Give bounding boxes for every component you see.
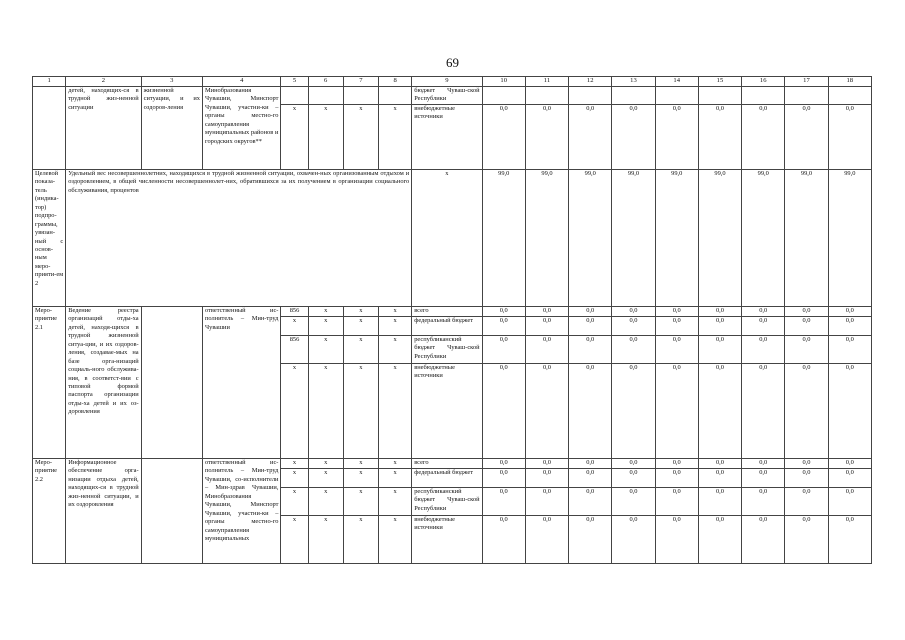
value-cell: 0,0 bbox=[569, 306, 612, 316]
col-header: 15 bbox=[698, 77, 741, 87]
col-header: 17 bbox=[785, 77, 828, 87]
value-cell: 0,0 bbox=[482, 487, 525, 515]
value-cell: 0,0 bbox=[785, 487, 828, 515]
col-header: 16 bbox=[742, 77, 785, 87]
code-cell bbox=[379, 87, 412, 105]
value-cell: 0,0 bbox=[742, 104, 785, 169]
code-cell: х bbox=[281, 487, 308, 515]
col-header: 9 bbox=[412, 77, 482, 87]
code-cell: х bbox=[379, 104, 412, 169]
value-cell: 0,0 bbox=[828, 306, 871, 316]
code-cell: х bbox=[343, 306, 378, 316]
value-cell: 0,0 bbox=[828, 335, 871, 363]
code-cell bbox=[308, 87, 343, 105]
value-cell: 0,0 bbox=[525, 458, 568, 468]
code-cell: х bbox=[281, 104, 308, 169]
value-cell: 0,0 bbox=[742, 458, 785, 468]
value-cell: 0,0 bbox=[525, 363, 568, 458]
value-cell: 0,0 bbox=[785, 104, 828, 169]
value-cell: 0,0 bbox=[828, 316, 871, 335]
value-cell: 99,0 bbox=[525, 169, 568, 306]
code-cell: 856 bbox=[281, 306, 308, 316]
code-cell: х bbox=[343, 487, 378, 515]
value-cell: 0,0 bbox=[655, 468, 698, 487]
value-cell: 0,0 bbox=[698, 487, 741, 515]
program-table bbox=[32, 76, 872, 564]
value-cell: 0,0 bbox=[655, 316, 698, 335]
code-cell: х bbox=[281, 458, 308, 468]
code-cell: х bbox=[281, 468, 308, 487]
value-cell: 0,0 bbox=[655, 487, 698, 515]
value-cell: 0,0 bbox=[742, 306, 785, 316]
code-cell: х bbox=[379, 515, 412, 563]
value-cell bbox=[785, 87, 828, 105]
value-cell: 0,0 bbox=[482, 316, 525, 335]
col-header: 11 bbox=[525, 77, 568, 87]
col-header: 18 bbox=[828, 77, 871, 87]
funding-source: внебюджетные источники bbox=[412, 104, 482, 169]
value-cell: 0,0 bbox=[612, 104, 655, 169]
col-header: 14 bbox=[655, 77, 698, 87]
goal-cell bbox=[141, 306, 202, 458]
funding-source: всего bbox=[412, 306, 482, 316]
value-cell: 0,0 bbox=[569, 104, 612, 169]
code-cell: х bbox=[343, 335, 378, 363]
code-cell: х bbox=[379, 458, 412, 468]
code-cell: х bbox=[281, 316, 308, 335]
value-cell: 0,0 bbox=[612, 335, 655, 363]
event-name: Информационное обеспечение орга-низации отдыха детей, находящих-ся в трудной жиз-ненной ситуации, и их оздоровления bbox=[66, 458, 141, 563]
event-label: Меро-приятие 2.1 bbox=[33, 306, 66, 458]
code-cell: х bbox=[308, 363, 343, 458]
code-cell: х bbox=[308, 487, 343, 515]
value-cell: 0,0 bbox=[569, 335, 612, 363]
event-name: Ведение реестра организаций отды-ха детей, находя-щихся в трудной жизненной ситуа-ции, и их оздоров-ления, создавае-мых на базе орга-низаций социаль-ного обслужива-ния, в соответст-вии с типовой формой паспорта организации отды-ха детей и их оз-доровления bbox=[66, 306, 141, 458]
value-cell bbox=[569, 87, 612, 105]
value-cell: 0,0 bbox=[525, 515, 568, 563]
value-cell: 0,0 bbox=[785, 316, 828, 335]
value-cell: 0,0 bbox=[655, 104, 698, 169]
value-cell: 0,0 bbox=[612, 487, 655, 515]
col-header: 13 bbox=[612, 77, 655, 87]
value-cell: 0,0 bbox=[655, 363, 698, 458]
value-cell: 0,0 bbox=[785, 363, 828, 458]
code-cell: х bbox=[379, 316, 412, 335]
value-cell: 0,0 bbox=[655, 515, 698, 563]
value-cell: 0,0 bbox=[828, 468, 871, 487]
value-cell bbox=[698, 87, 741, 105]
event-name: детей, находящих-ся в трудной жиз-ненной ситуации bbox=[66, 87, 141, 170]
col-header: 7 bbox=[343, 77, 378, 87]
value-cell: 0,0 bbox=[655, 335, 698, 363]
value-cell: 0,0 bbox=[785, 515, 828, 563]
value-cell: 0,0 bbox=[569, 458, 612, 468]
col-header: 4 bbox=[202, 77, 280, 87]
value-cell bbox=[525, 87, 568, 105]
page-number: 69 bbox=[446, 55, 459, 70]
code-cell: х bbox=[308, 316, 343, 335]
value-cell: 0,0 bbox=[785, 335, 828, 363]
col-header: 1 bbox=[33, 77, 66, 87]
col-header: 12 bbox=[569, 77, 612, 87]
target-label: Целевой показа-тель (индика-тор) подпро-граммы, увязан-ный с основ-ным меро-прияти-ем 2 bbox=[33, 169, 66, 306]
value-cell: 0,0 bbox=[569, 363, 612, 458]
value-cell: 0,0 bbox=[828, 487, 871, 515]
code-cell: 856 bbox=[281, 335, 308, 363]
value-cell: 0,0 bbox=[482, 458, 525, 468]
code-cell: х bbox=[343, 104, 378, 169]
value-cell: 99,0 bbox=[828, 169, 871, 306]
value-cell: 0,0 bbox=[698, 458, 741, 468]
value-cell: 0,0 bbox=[612, 363, 655, 458]
target-unit-mark: х bbox=[412, 169, 482, 306]
value-cell: 0,0 bbox=[482, 306, 525, 316]
funding-source: федеральный бюджет bbox=[412, 316, 482, 335]
code-cell: х bbox=[281, 515, 308, 563]
value-cell: 0,0 bbox=[612, 306, 655, 316]
value-cell bbox=[482, 87, 525, 105]
funding-source: республиканский бюджет Чуваш-ской Республики bbox=[412, 487, 482, 515]
value-cell: 0,0 bbox=[482, 335, 525, 363]
target-description: Удельный вес несовершеннолетних, находящихся в трудной жизненной ситуации, охвачен-ных организованным отдыхом и оздоровлением, в общей численности несовершеннолет-них, обратившихся за их получением в организации социального обслуживания, процентов bbox=[66, 169, 412, 306]
code-cell: х bbox=[379, 363, 412, 458]
value-cell: 0,0 bbox=[785, 306, 828, 316]
value-cell: 0,0 bbox=[698, 515, 741, 563]
value-cell: 0,0 bbox=[612, 316, 655, 335]
value-cell: 0,0 bbox=[482, 468, 525, 487]
value-cell: 0,0 bbox=[828, 515, 871, 563]
table-row bbox=[33, 87, 872, 105]
value-cell: 99,0 bbox=[612, 169, 655, 306]
value-cell: 0,0 bbox=[828, 104, 871, 169]
col-header: 2 bbox=[66, 77, 141, 87]
code-cell: х bbox=[343, 316, 378, 335]
value-cell: 99,0 bbox=[698, 169, 741, 306]
value-cell: 0,0 bbox=[569, 515, 612, 563]
funding-source: бюджет Чуваш-ской Республики bbox=[412, 87, 482, 105]
executor-cell: ответственный ис-полнитель – Мин-труд Чувашии, со-исполнители – Мин-здрав Чувашии, Минобразования Чувашии, Минспорт Чувашии, участни-ки – органы местно-го самоуправления муниципальных bbox=[202, 458, 280, 563]
value-cell: 0,0 bbox=[742, 487, 785, 515]
value-cell: 0,0 bbox=[698, 306, 741, 316]
value-cell: 0,0 bbox=[655, 306, 698, 316]
value-cell: 0,0 bbox=[828, 458, 871, 468]
value-cell: 99,0 bbox=[742, 169, 785, 306]
code-cell: х bbox=[281, 363, 308, 458]
value-cell: 0,0 bbox=[655, 458, 698, 468]
col-header: 8 bbox=[379, 77, 412, 87]
funding-source: всего bbox=[412, 458, 482, 468]
value-cell: 0,0 bbox=[525, 306, 568, 316]
funding-source: внебюджетные источники bbox=[412, 515, 482, 563]
code-cell: х bbox=[308, 104, 343, 169]
value-cell: 0,0 bbox=[742, 316, 785, 335]
row-label bbox=[33, 87, 66, 170]
value-cell: 0,0 bbox=[482, 104, 525, 169]
code-cell: х bbox=[308, 458, 343, 468]
code-cell bbox=[281, 87, 308, 105]
goal-cell bbox=[141, 458, 202, 563]
value-cell: 99,0 bbox=[655, 169, 698, 306]
code-cell: х bbox=[308, 335, 343, 363]
value-cell: 0,0 bbox=[698, 104, 741, 169]
value-cell: 0,0 bbox=[525, 316, 568, 335]
value-cell bbox=[612, 87, 655, 105]
value-cell: 0,0 bbox=[482, 363, 525, 458]
col-header: 6 bbox=[308, 77, 343, 87]
code-cell: х bbox=[343, 468, 378, 487]
value-cell: 0,0 bbox=[612, 458, 655, 468]
value-cell: 0,0 bbox=[482, 515, 525, 563]
code-cell: х bbox=[379, 306, 412, 316]
value-cell: 0,0 bbox=[569, 487, 612, 515]
funding-source: внебюджетные источники bbox=[412, 363, 482, 458]
value-cell: 0,0 bbox=[569, 316, 612, 335]
value-cell: 0,0 bbox=[785, 458, 828, 468]
value-cell: 0,0 bbox=[742, 335, 785, 363]
value-cell: 0,0 bbox=[698, 335, 741, 363]
executor-cell: Минобразования Чувашии, Минспорт Чувашии, участни-ки – органы местно-го самоуправления муниципальных районов и городских округов** bbox=[202, 87, 280, 170]
code-cell: х bbox=[308, 468, 343, 487]
col-header: 10 bbox=[482, 77, 525, 87]
value-cell: 0,0 bbox=[698, 316, 741, 335]
goal-cell: жизненной ситуации, и их оздоров-ления bbox=[141, 87, 202, 170]
value-cell: 0,0 bbox=[525, 487, 568, 515]
value-cell: 0,0 bbox=[525, 104, 568, 169]
event-label: Меро-приятие 2.2 bbox=[33, 458, 66, 563]
funding-source: республиканский бюджет Чуваш-ской Республики bbox=[412, 335, 482, 363]
code-cell bbox=[343, 87, 378, 105]
value-cell: 0,0 bbox=[525, 468, 568, 487]
value-cell bbox=[655, 87, 698, 105]
col-header: 3 bbox=[141, 77, 202, 87]
executor-cell: ответственный ис-полнитель – Мин-труд Чувашии bbox=[202, 306, 280, 458]
col-header: 5 bbox=[281, 77, 308, 87]
value-cell bbox=[828, 87, 871, 105]
code-cell: х bbox=[343, 515, 378, 563]
value-cell: 99,0 bbox=[785, 169, 828, 306]
value-cell: 0,0 bbox=[698, 363, 741, 458]
code-cell: х bbox=[308, 515, 343, 563]
code-cell: х bbox=[308, 306, 343, 316]
code-cell: х bbox=[379, 468, 412, 487]
code-cell: х bbox=[379, 487, 412, 515]
value-cell: 0,0 bbox=[525, 335, 568, 363]
value-cell: 0,0 bbox=[569, 468, 612, 487]
value-cell: 0,0 bbox=[742, 363, 785, 458]
funding-source: федеральный бюджет bbox=[412, 468, 482, 487]
code-cell: х bbox=[343, 363, 378, 458]
value-cell: 0,0 bbox=[785, 468, 828, 487]
value-cell: 0,0 bbox=[742, 515, 785, 563]
target-indicator-row bbox=[33, 169, 872, 306]
value-cell: 0,0 bbox=[742, 468, 785, 487]
value-cell: 0,0 bbox=[612, 515, 655, 563]
value-cell: 99,0 bbox=[569, 169, 612, 306]
value-cell: 0,0 bbox=[828, 363, 871, 458]
table-row bbox=[33, 306, 872, 316]
value-cell: 99,0 bbox=[482, 169, 525, 306]
value-cell bbox=[742, 87, 785, 105]
table-row bbox=[33, 458, 872, 468]
column-number-row bbox=[33, 77, 872, 87]
code-cell: х bbox=[379, 335, 412, 363]
value-cell: 0,0 bbox=[612, 468, 655, 487]
code-cell: х bbox=[343, 458, 378, 468]
value-cell: 0,0 bbox=[698, 468, 741, 487]
